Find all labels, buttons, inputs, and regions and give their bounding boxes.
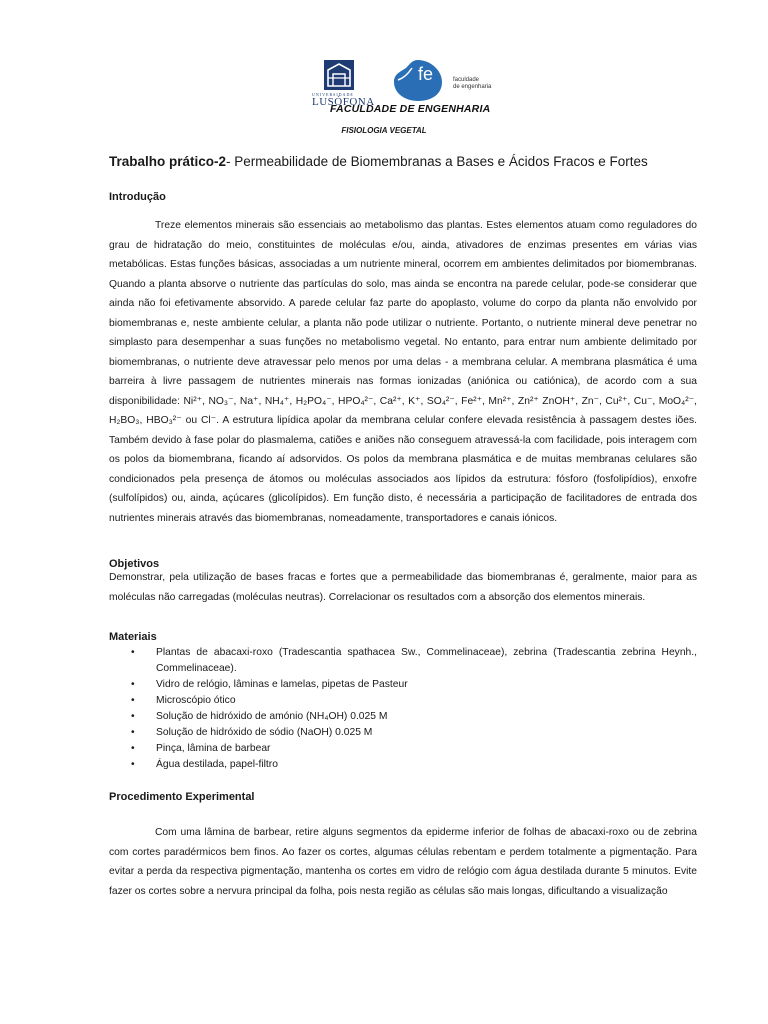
list-item (109, 741, 697, 757)
materiais-item-text: Vidro de relógio, lâminas e lamelas, pipetas de Pasteur (156, 679, 408, 690)
fe-logo (392, 58, 452, 102)
materiais-item-text: Água destilada, papel-filtro (156, 759, 278, 770)
fe-sub-line2: de engenharia (453, 84, 492, 90)
procedimento-heading: Procedimento Experimental (109, 791, 255, 803)
materiais-list (109, 645, 697, 773)
list-item (109, 693, 697, 709)
title-rest: - Permeabilidade de Biomembranas a Bases e Ácidos Fracos e Fortes (226, 154, 648, 169)
bullet: • (131, 743, 135, 754)
materiais-item-text: Plantas de abacaxi-roxo (Tradescantia spathacea Sw., Commelinaceae), zebrina (Tradescantia zebrina Heynh., Commelinaceae). (156, 647, 697, 674)
ulusofona-shield-icon (324, 60, 354, 90)
intro-heading: Introdução (109, 191, 166, 203)
faculdade-title: FACULDADE DE ENGENHARIA (330, 103, 491, 115)
title-bold: Trabalho prático-2 (109, 154, 227, 169)
materiais-heading: Materiais (109, 631, 157, 643)
bullet: • (131, 759, 135, 770)
ulusofona-name: LUSÓFONA (312, 96, 375, 108)
list-item (109, 645, 697, 677)
subject-title: FISIOLOGIA VEGETAL (341, 126, 427, 135)
page-title (109, 154, 648, 169)
materiais-item-text: Microscópio ótico (156, 695, 236, 706)
fe-letters: fe (418, 64, 434, 84)
bullet: • (131, 695, 135, 706)
bullet: • (131, 647, 135, 658)
procedimento-text: Com uma lâmina de barbear, retire alguns segmentos da epiderme inferior de folhas de abacaxi-roxo ou de zebrina com cortes paradérmicos bem finos. Ao fazer os cortes, algumas células rebentam e perdem totalmente a pigmentação. Para evitar a perda da respectiva pigmentação, mantenha os cortes em vidro de relógio com água destilada durante 5 minutos. Evite fazer os cortes sobre a nervura principal da folha, pois nesta região as células são mais longas, dificultando a visualização (109, 827, 697, 897)
fe-subtitle (453, 77, 491, 91)
procedimento-paragraph (109, 823, 697, 901)
bullet: • (131, 711, 135, 722)
intro-text: Treze elementos minerais são essenciais ao metabolismo das plantas. Estes elementos atuam como reguladores do grau de hidratação do meio, constituintes de moléculas e/ou, ainda, ativadores de enzimas presentes em várias vias metabólicas. Estas funções básicas, associadas a um nutriente mineral, ocorrem em ambientes delimitados por biomembranas. Quando a planta absorve o nutriente das partículas do solo, mas ainda se encontra na parede celular, pode-se considerar que ainda não foi efetivamente absorvido. A parede celular faz parte do apoplasto, volume do corpo da planta não envolvido por biomembranas e, neste ambiente celular, a planta não pode utilizar o nutriente. Portanto, o nutriente mineral deve penetrar no simplasto para desempenhar a suas funções no metabolismo vegetal. No entanto, para entrar num ambiente delimitado por biomembranas, o nutriente deve atravessar pelo menos por uma delas - a membrana celular. A membrana plasmática é uma barreira à livre passagem de nutrientes minerais nas formas ionizadas (aniónica ou catiónica), de acordo com a sua disponibilidade: Ni²⁺, NO₃⁻, Na⁺, NH₄⁺, H₂PO₄⁻, HPO₄²⁻, Ca²⁺, K⁺, SO₄²⁻, Fe²⁺, Mn²⁺, Zn²⁺ ZnOH⁺, Zn⁻, Cu²⁺, Cu⁻, MoO₄²⁻, H₂BO₃, HBO₃²⁻ ou Cl⁻. A estrutura lipídica apolar da membrana celular confere elevada resistência à passagem destes iões. Também devido à fase polar do plasmalema, catiões e aniões não conseguem atravessá-la com facilidade, pois interagem com os polos da biomembrana, ficando aí adsorvidos. Os polos da membrana plasmática e de muitas membranas celulares são condicionados pela presença de átomos ou moléculas associados aos lípidos da estrutura: fósforo (fosfolipídios), enxofre (sulfolípidos) ou, ainda, açúcares (glicolípidos). Em função disto, é necessária a participação de facilitadores de entrada dos nutrientes minerais através das biomembranas, nomeadamente, transportadores e canais iónicos. (109, 220, 697, 524)
list-item (109, 725, 697, 741)
materiais-item-text: Solução de hidróxido de amónio (NH₄OH) 0.025 M (156, 711, 388, 722)
objetivos-paragraph: Demonstrar, pela utilização de bases fracas e fortes que a permeabilidade das biomembranas é, geralmente, maior para as moléculas não carregadas (moléculas neutras). Correlacionar os resultados com a absorção dos elementos minerais. (109, 572, 697, 603)
fe-sub-line1: faculdade (453, 77, 480, 83)
intro-paragraph (109, 216, 697, 528)
bullet: • (131, 679, 135, 690)
materiais-item-text: Pinça, lâmina de barbear (156, 743, 271, 754)
list-item (109, 709, 697, 725)
list-item (109, 677, 697, 693)
ulusofona-small-text: UNIVERSIDADE (312, 92, 354, 97)
list-item (109, 757, 697, 773)
objetivos-heading: Objetivos (109, 558, 160, 570)
bullet: • (131, 727, 135, 738)
materiais-item-text: Solução de hidróxido de sódio (NaOH) 0.025 M (156, 727, 373, 738)
